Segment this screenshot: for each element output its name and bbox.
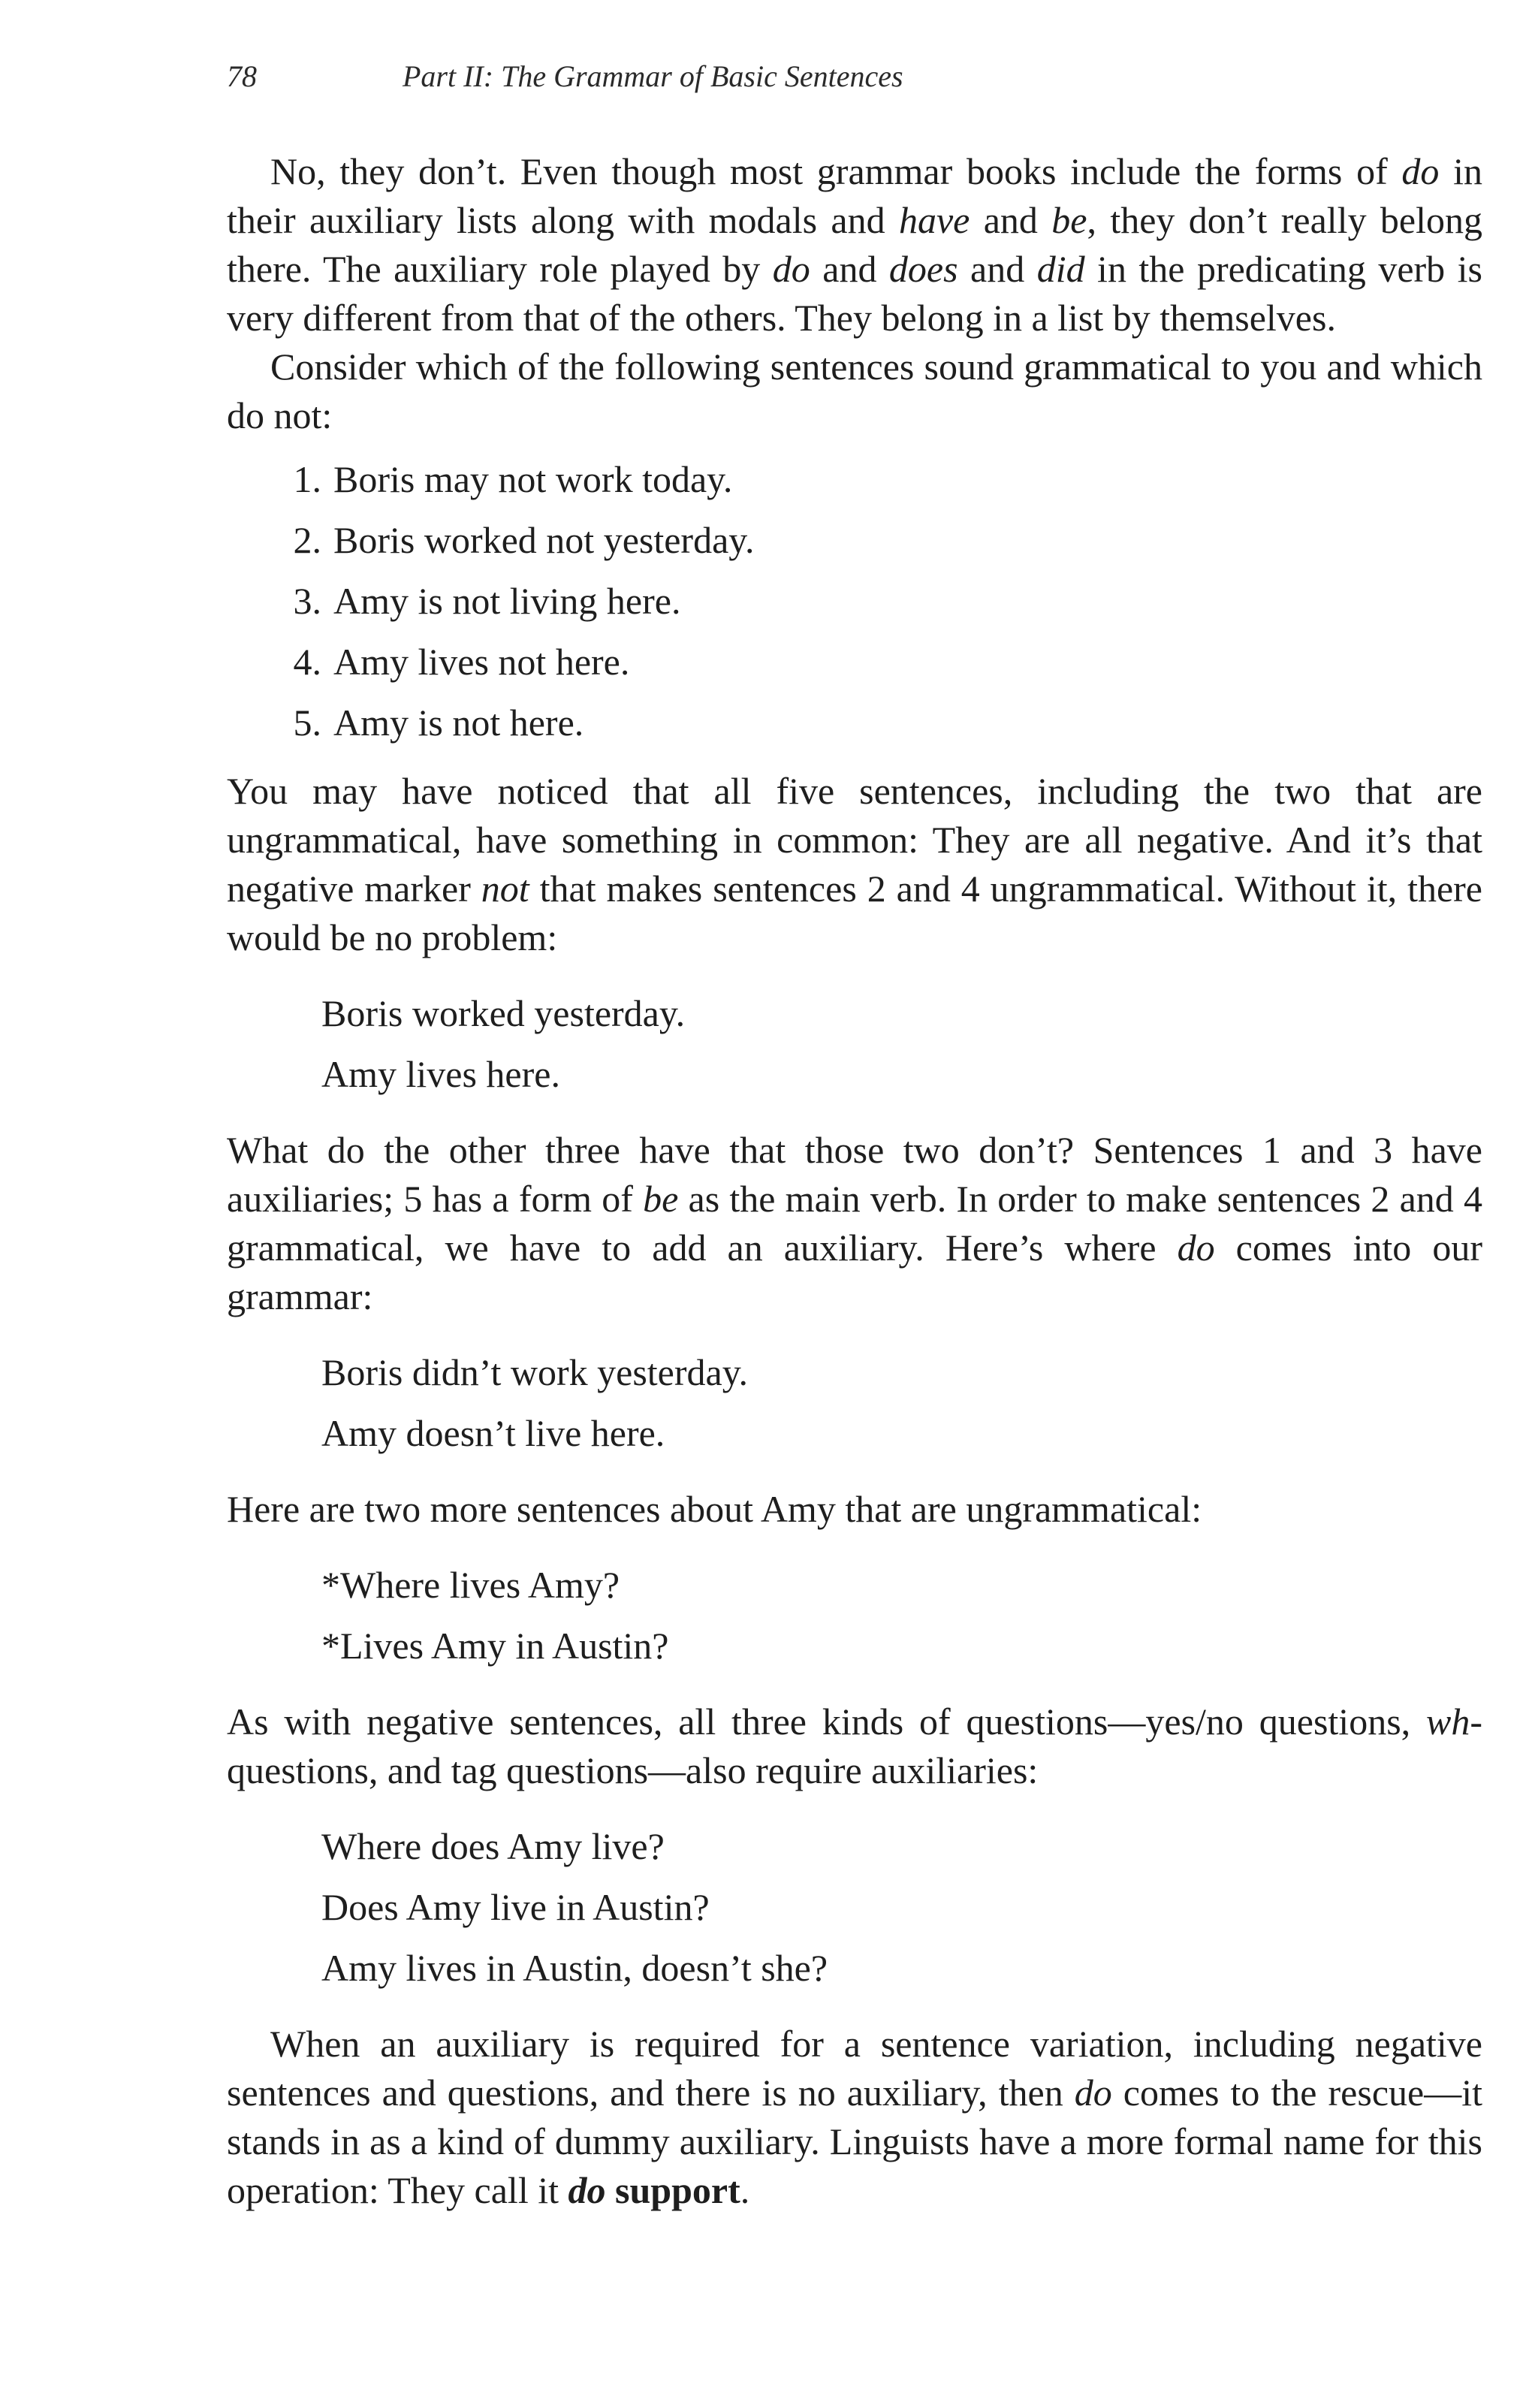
example-sentence: Amy lives in Austin, doesn’t she?: [321, 1947, 828, 1989]
text-run: -questions, and tag questions—also require auxiliaries:: [227, 1700, 1482, 1791]
paragraph-2: Consider which of the following sentences sound grammatical to you and which do not:: [227, 346, 1482, 436]
italic-term: be: [643, 1178, 679, 1220]
italic-term: be: [1051, 199, 1087, 241]
bold-italic-term: do: [568, 2169, 606, 2211]
italic-term: not: [481, 868, 529, 910]
text-run: comes to the rescue—it stands in as a kind of dummy auxiliary. Linguists have a more formal name for this operation: They call it: [227, 2072, 1482, 2211]
list-item: [276, 449, 1482, 510]
list-text: Boris may not work today.: [333, 458, 733, 500]
list-item: [276, 632, 1482, 693]
text-run: You may have noticed that all five sentences, including the two that are ungrammatical, have something in common: They are all negative. And it’s that negative marker: [227, 770, 1482, 910]
bold-term: support: [605, 2169, 740, 2211]
example-block-2: [227, 1342, 1482, 1464]
list-number: 4.: [293, 641, 321, 683]
text-run: comes into our grammar:: [227, 1227, 1482, 1317]
text-run: and: [970, 199, 1052, 241]
key-term: [568, 2169, 740, 2211]
example-sentence: *Lives Amy in Austin?: [321, 1625, 669, 1667]
example-sentence: *Where lives Amy?: [321, 1564, 620, 1606]
paragraph-7: [227, 2020, 1482, 2215]
italic-term: wh: [1425, 1700, 1470, 1743]
list-number: 3.: [293, 580, 321, 622]
list-text: Boris worked not yesterday.: [333, 519, 755, 561]
list-number: 1.: [293, 458, 321, 500]
running-head-title: Part II: The Grammar of Basic Sentences: [403, 59, 903, 93]
italic-term: do: [1177, 1227, 1215, 1269]
text-run: and: [957, 248, 1037, 290]
text-run: As with negative sentences, all three kinds of questions—yes/no questions,: [227, 1700, 1426, 1743]
list-text: Amy is not living here.: [333, 580, 681, 622]
numbered-sentence-list: [227, 449, 1482, 753]
paragraph-1: [227, 147, 1482, 342]
example-sentence: Amy doesn’t live here.: [321, 1412, 665, 1454]
text-run: , they don’t really belong there. The auxiliary role played by: [227, 199, 1483, 290]
example-sentence: Boris didn’t work yesterday.: [321, 1351, 748, 1393]
list-item: [276, 693, 1482, 753]
paragraph-5: Here are two more sentences about Amy that are ungrammatical:: [227, 1488, 1202, 1530]
text-run: No, they don’t. Even though most grammar books include the forms of: [270, 150, 1402, 192]
italic-term: do: [772, 248, 810, 290]
example-sentence: Does Amy live in Austin?: [321, 1886, 710, 1928]
list-number: 5.: [293, 702, 321, 744]
running-head: [227, 59, 903, 94]
example-block-4: [227, 1816, 1482, 1999]
example-block-1: [227, 983, 1482, 1105]
italic-term: have: [898, 199, 970, 241]
text-run: What do the other three have that those two don’t? Sentences 1 and 3 have auxiliaries; 5 has a form of: [227, 1129, 1482, 1220]
italic-term: do: [1401, 150, 1440, 192]
paragraph-4: [227, 1126, 1482, 1321]
paragraph-6: [227, 1697, 1482, 1795]
example-sentence: Amy lives here.: [321, 1053, 560, 1095]
example-sentence: Where does Amy live?: [321, 1825, 665, 1867]
list-item: [276, 510, 1482, 571]
italic-term: does: [888, 248, 958, 290]
text-run: in the predicating verb is very different from that of the others. They belong in a list by themselves.: [227, 248, 1482, 339]
text-run: When an auxiliary is required for a sentence variation, including negative sentences and questions, and there is no auxiliary, then: [227, 2023, 1482, 2114]
page-number: 78: [227, 59, 257, 93]
list-number: 2.: [293, 519, 321, 561]
italic-term: did: [1036, 248, 1085, 290]
text-run: that makes sentences 2 and 4 ungrammatical. Without it, there would be no problem:: [227, 868, 1483, 958]
italic-term: do: [1074, 2072, 1112, 2114]
body-text: [227, 147, 1482, 2215]
text-run: as the main verb. In order to make sentences 2 and 4 grammatical, we have to add an auxiliary. Here’s where: [227, 1178, 1482, 1269]
text-run: .: [740, 2169, 750, 2211]
text-run: and: [810, 248, 889, 290]
text-run: in their auxiliary lists along with modals and: [227, 150, 1482, 241]
example-block-3: [227, 1555, 1482, 1676]
list-item: [276, 571, 1482, 632]
list-text: Amy is not here.: [333, 702, 584, 744]
example-sentence: Boris worked yesterday.: [321, 992, 686, 1034]
list-text: Amy lives not here.: [333, 641, 630, 683]
paragraph-3: [227, 767, 1482, 962]
